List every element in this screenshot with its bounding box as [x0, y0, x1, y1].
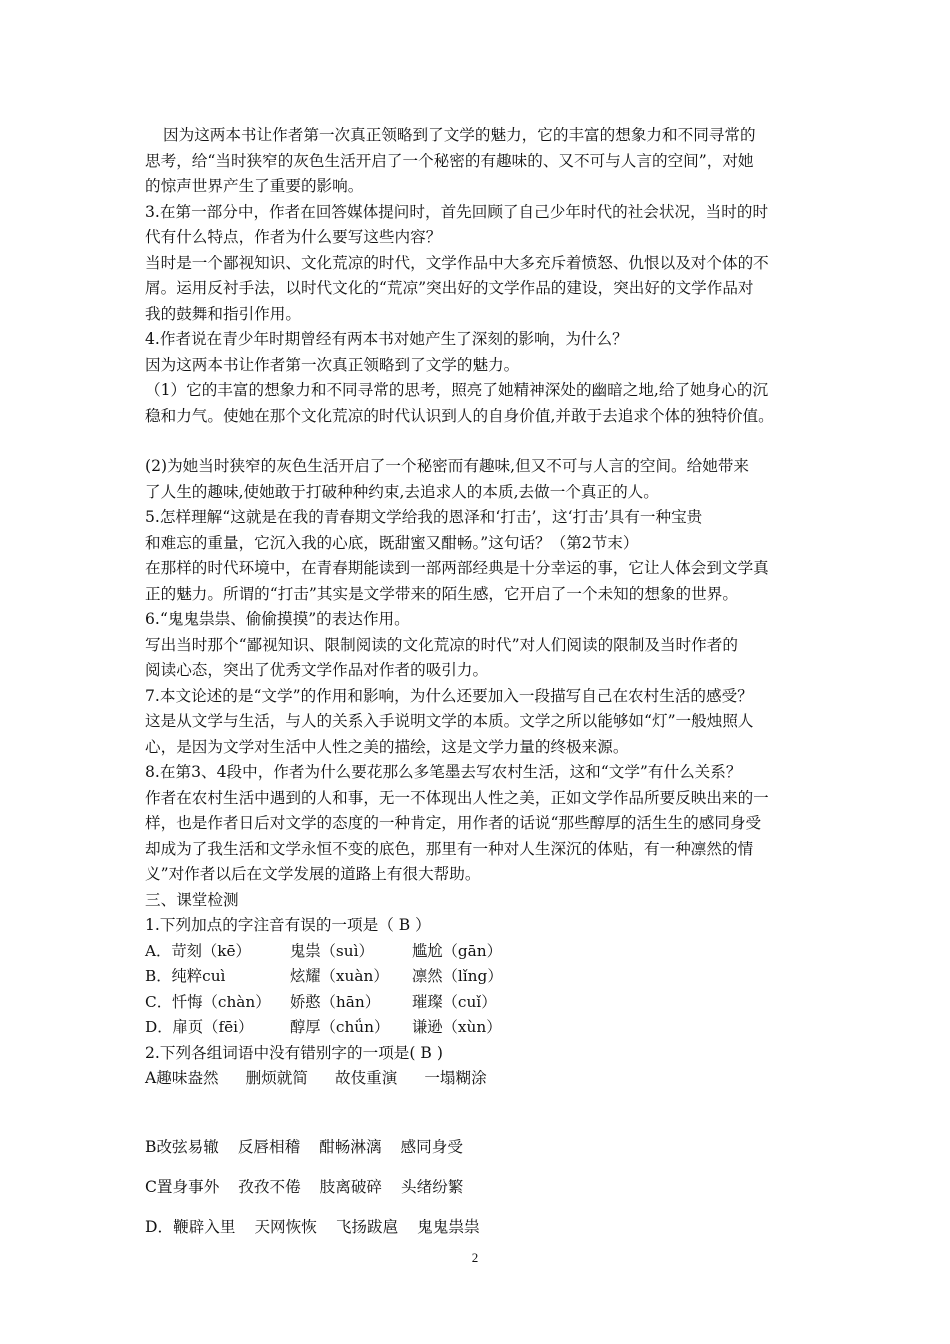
- page-number: 2: [471, 1250, 479, 1265]
- text-line: 这是从文学与生活，与人的关系入手说明文学的本质。文学之所以能够如“灯”一般烛照人: [145, 712, 754, 730]
- text-line: 三、课堂检测: [145, 890, 239, 909]
- option-word: 飞扬跋扈: [335, 1217, 399, 1236]
- text-line: 样，也是作者日后对文学的态度的一种肯定，用作者的话说“那些醇厚的活生生的感同身受: [145, 814, 762, 832]
- text-line: 我的鼓舞和指引作用。: [145, 304, 301, 323]
- question-2-option-b: [145, 1127, 825, 1167]
- option-item: 炫耀（xuàn）: [290, 967, 389, 985]
- option-item: D．扉页（fēi）: [145, 1018, 254, 1036]
- text-line: 当时是一个鄙视知识、文化荒凉的时代，文学作品中大多充斥着愤怒、仇恨以及对个体的不: [145, 253, 769, 272]
- option-word: D．鞭辟入里: [145, 1217, 236, 1236]
- text-line: 4.作者说在青少年时期曾经有两本书对她产生了深刻的影响，为什么？: [145, 330, 628, 348]
- option-word: 肢离破碎: [319, 1177, 383, 1196]
- option-item: 醇厚（chǘn）: [290, 1018, 390, 1036]
- question-1-option-row: [145, 990, 825, 1016]
- option-item: A．苛刻（kē）: [145, 941, 251, 960]
- option-word: C置身事外: [145, 1177, 220, 1196]
- question-2-option-d: [145, 1207, 825, 1247]
- text-line: 7.本文论述的是“文学”的作用和影响，为什么还要加入一段描写自己在农村生活的感受？: [145, 686, 753, 705]
- option-word: 一塌糊涂: [424, 1069, 487, 1087]
- answer-section-1: [145, 123, 825, 429]
- text-line: 3.在第一部分中，作者在回答媒体提问时，首先回顾了自己少年时代的社会状况，当时的时: [145, 202, 769, 221]
- option-word: A趣味盎然: [145, 1069, 219, 1087]
- text-line: 却成为了我生活和文学永恒不变的底色，那里有一种对人生深沉的体贴，有一种凛然的情: [145, 839, 754, 858]
- question-1-option-row: [145, 1015, 825, 1041]
- question-2-title: 2.下列各组词语中没有错别字的一项是( B ): [145, 1043, 443, 1062]
- question-2-option-a: [145, 1066, 825, 1092]
- text-line: 5.怎样理解“这就是在我的青春期文学给我的恩泽和‘打击’，这‘打击’具有一种宝贵: [145, 508, 703, 526]
- option-word: 感同身受: [400, 1137, 463, 1156]
- text-line: 作者在农村生活中遇到的人和事，无一不体现出人性之美，正如文学作品所要反映出来的一: [145, 788, 769, 807]
- option-item: 娇憨（hān）: [290, 992, 381, 1011]
- option-item: 凛然（lǐng）: [412, 967, 503, 985]
- option-item: 鬼祟（suì）: [290, 941, 374, 960]
- spacer: [145, 429, 825, 454]
- option-item: 谦逊（xùn）: [412, 1018, 502, 1036]
- option-word: 酣畅淋漓: [319, 1137, 382, 1156]
- text-line: 正的魅力。所谓的“打击”其实是文学带来的陌生感，它开启了一个未知的想象的世界。: [145, 584, 738, 603]
- question-1-option-row: [145, 939, 825, 965]
- text-line: 阅读心态，突出了优秀文学作品对作者的吸引力。: [145, 661, 489, 679]
- text-line: 的惊声世界产生了重要的影响。: [145, 177, 364, 195]
- answer-section-2: [145, 454, 825, 939]
- text-line: (2)为她当时狭窄的灰色生活开启了一个秘密而有趣味,但又不可与人言的空间。给她带来: [145, 457, 750, 475]
- option-word: 头绪纷繁: [401, 1177, 464, 1196]
- option-word: 删烦就简: [245, 1069, 308, 1087]
- option-word: 孜孜不倦: [238, 1177, 301, 1196]
- text-line: 义”对作者以后在文学发展的道路上有很大帮助。: [145, 865, 481, 883]
- question-2-options-bcd: [145, 1127, 825, 1247]
- text-line: 屑。运用反衬手法，以时代文化的“荒凉”突出好的文学作品的建设，突出好的文学作品对: [145, 279, 754, 297]
- text-line: 心，是因为文学对生活中人性之美的描绘，这是文学力量的终极来源。: [145, 737, 629, 756]
- text-line: 思考，给“当时狭窄的灰色生活开启了一个秘密的有趣味的、又不可与人言的空间”，对她: [145, 151, 754, 170]
- question-2-option-c: [145, 1167, 825, 1207]
- text-line: 因为这两本书让作者第一次真正领略到了文学的魅力，它的丰富的想象力和不同寻常的: [163, 126, 756, 144]
- text-line: 1.下列加点的字注音有误的一项是（ B ）: [145, 916, 431, 934]
- option-word: B改弦易辙: [145, 1137, 219, 1156]
- option-item: 尴尬（gān）: [412, 941, 502, 960]
- document-body: [145, 123, 825, 1247]
- option-word: 故伎重演: [334, 1069, 398, 1087]
- text-line: 写出当时那个“鄙视知识、限制阅读的文化荒凉的时代”对人们阅读的限制及当时作者的: [145, 635, 738, 654]
- text-line: 8.在第3、4段中，作者为什么要花那么多笔墨去写农村生活，这和“文学”有什么关系？: [145, 763, 742, 781]
- text-line: （1）它的丰富的想象力和不同寻常的思考，照亮了她精神深处的幽暗之地,给了她身心的沉: [145, 381, 769, 399]
- question-1-options: [145, 939, 825, 1041]
- spacer: [145, 1092, 825, 1127]
- text-line: 因为这两本书让作者第一次真正领略到了文学的魅力。: [145, 355, 520, 374]
- text-line: 和难忘的重量，它沉入我的心底，既甜蜜又酣畅。”这句话？（第2节末）: [145, 533, 639, 552]
- text-line: 稳和力气。使她在那个文化荒凉的时代认识到人的自身价值,并敢于去追求个体的独特价值。: [145, 406, 774, 425]
- option-word: 鬼鬼祟祟: [417, 1217, 480, 1236]
- option-word: 天网恢恢: [254, 1217, 317, 1236]
- text-line: 代有什么特点，作者为什么要写这些内容？: [145, 228, 442, 246]
- text-line: 了人生的趣味,使她敢于打破种种约束,去追求人的本质,去做一个真正的人。: [145, 482, 659, 501]
- option-item: C．忏悔（chàn）: [145, 992, 271, 1011]
- option-item: B．纯粹cuì: [145, 967, 226, 985]
- option-item: 璀璨（cuǐ）: [412, 992, 497, 1011]
- text-line: 在那样的时代环境中，在青春期能读到一部两部经典是十分幸运的事，它让人体会到文学真: [145, 559, 769, 577]
- question-1-option-row: [145, 964, 825, 990]
- text-line: 6.“鬼鬼祟祟、偷偷摸摸”的表达作用。: [145, 610, 410, 628]
- option-word: 反唇相稽: [237, 1137, 301, 1156]
